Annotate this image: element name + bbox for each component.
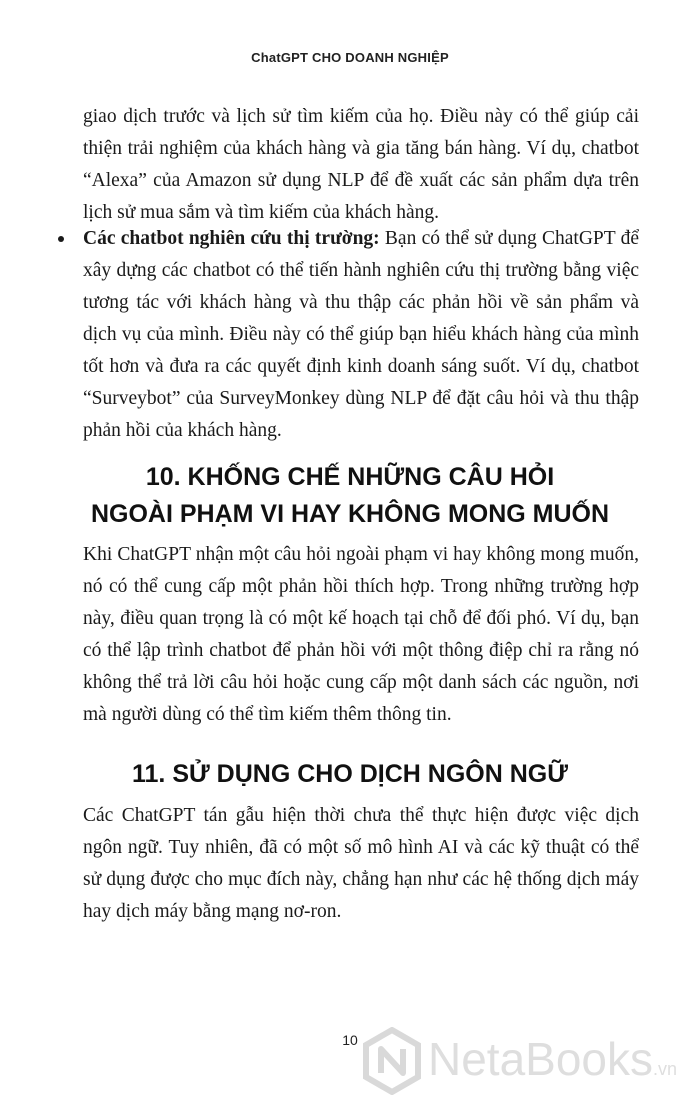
section-10-heading-line1: 10. KHỐNG CHẾ NHỮNG CÂU HỎI xyxy=(145,463,555,491)
bullet-market-research xyxy=(83,223,639,447)
bullet-label: Các chatbot nghiên cứu thị trường: xyxy=(83,228,380,249)
page-number: 10 xyxy=(342,1032,358,1048)
section-10-paragraph: Khi ChatGPT nhận một câu hỏi ngoài phạm vi hay không mong muốn, nó có thể cung cấp một phản hồi thích hợp. Trong những trường hợp này, điều quan trọng là có một kế hoạch tại chỗ để đối phó. Ví dụ, bạn có thể lập trình chatbot để phản hồi với một thông điệp chỉ ra rằng nó không thể trả lời câu hỏi hoặc cung cấp một danh sách các nguồn, nơi mà người dùng có thể tìm kiếm thêm thông tin. xyxy=(83,544,639,725)
watermark xyxy=(362,1017,692,1113)
paragraph-continued: giao dịch trước và lịch sử tìm kiếm của họ. Điều này có thể giúp cải thiện trải nghiệm của khách hàng và gia tăng bán hàng. Ví dụ, chatbot “Alexa” của Amazon sử dụng NLP để đề xuất các sản phẩm dựa trên lịch sử mua sắm và tìm kiếm của khách hàng. xyxy=(83,106,639,223)
watermark-text xyxy=(428,1031,677,1097)
netabooks-logo-icon xyxy=(362,1027,422,1095)
section-11-heading: 11. SỬ DỤNG CHO DỊCH NGÔN NGỮ xyxy=(132,760,568,788)
section-10-heading-line2: NGOÀI PHẠM VI HAY KHÔNG MONG MUỐN xyxy=(90,500,610,528)
section-10-heading xyxy=(0,459,700,533)
watermark-brand: NetaBooks xyxy=(428,1033,654,1085)
bullet-text: Bạn có thể sử dụng ChatGPT để xây dựng các chatbot có thể tiến hành nghiên cứu thị trường bằng việc tương tác với khách hàng và thu thập các phản hồi về sản phẩm và dịch vụ của mình. Điều này có thể giúp bạn hiểu khách hàng của mình tốt hơn và đưa ra các quyết định kinh doanh sáng suốt. Ví dụ, chatbot “Surveybot” của SurveyMonkey dùng NLP để đặt câu hỏi và thu thập phản hồi của khách hàng. xyxy=(83,228,639,441)
watermark-tld: .vn xyxy=(653,1059,678,1079)
bullet-dot-icon xyxy=(58,236,64,242)
running-header: ChatGPT CHO DOANH NGHIỆP xyxy=(251,50,449,65)
section-11-paragraph: Các ChatGPT tán gẫu hiện thời chưa thể thực hiện được việc dịch ngôn ngữ. Tuy nhiên, đã có một số mô hình AI và các kỹ thuật có thể sử dụng được cho mục đích này, chẳng hạn như các hệ thống dịch máy hay dịch máy bằng mạng nơ-ron. xyxy=(83,805,639,922)
